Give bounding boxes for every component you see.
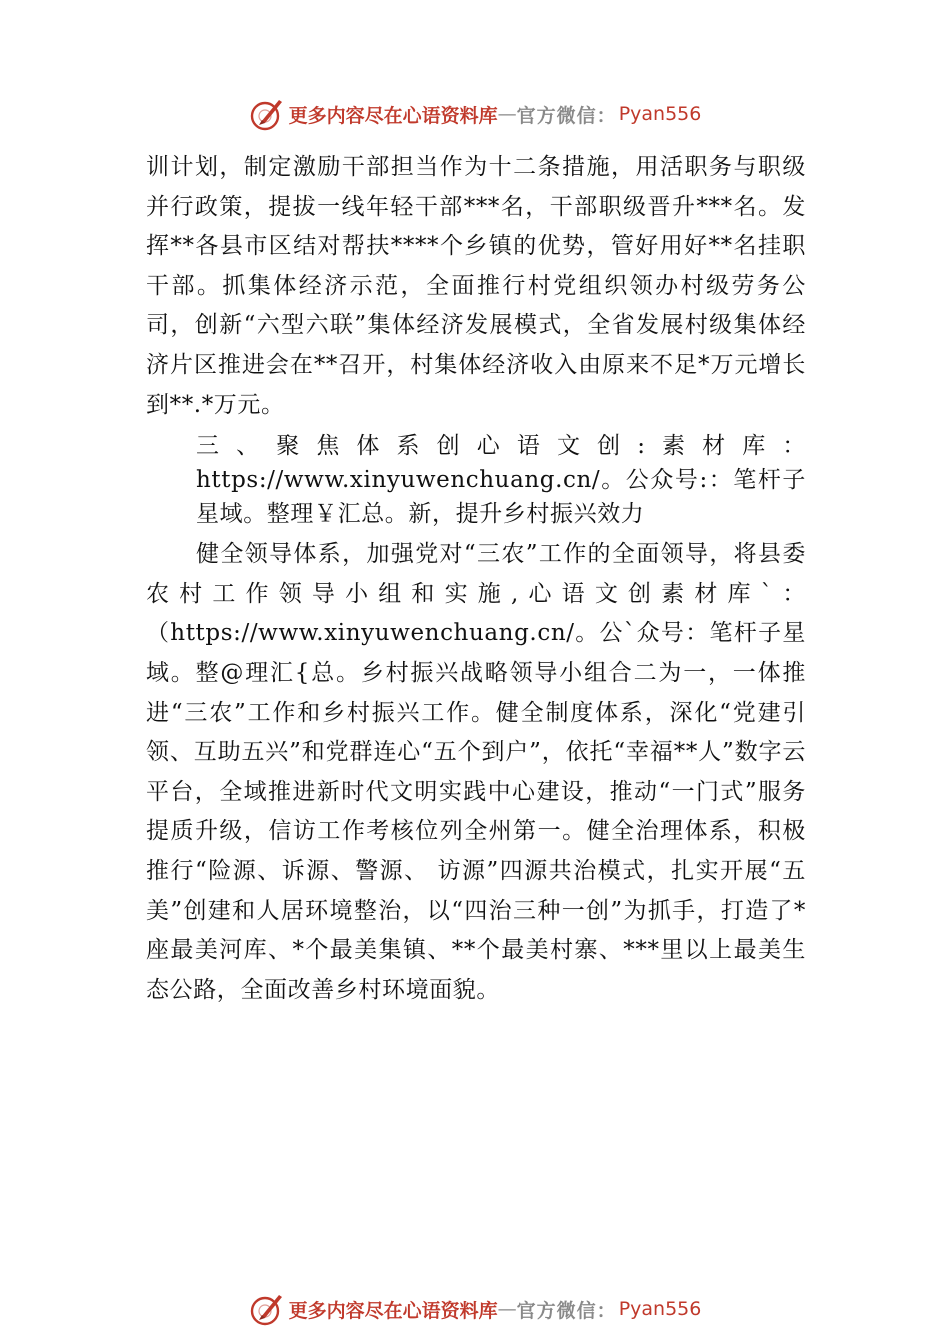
- footer-banner-dash: —: [497, 1298, 517, 1320]
- paragraph-2: 健全领导体系，加强党对“三农”工作的全面领导，将县委农村工作领导小组和实施,心语文创素材库`：（https://www.xinyuwenchuang.cn/。公`众号：笔杆子星域。整@理汇{总。乡村振兴战略领导小组合二为一，一体推进“三农”工作和乡村振兴工作。健全制度体系，深化“党建引领、互助五兴”和党群连心“五个到户”，依托“幸福**人”数字云平台，全域推进新时代文明实践中心建设，推动“一门式”服务提质升级，信访工作考核位列全州第一。健全治理体系，积极推行“险源、诉源、警源、 访源”四源共治模式，扎实开展“五美”创建和人居环境整治，以“四治三种一创”为抓手，打造了*座最美河库、*个最美集镇、**个最美村寨、***里以上最美生态公路，全面改善乡村环境面貌。: [146, 541, 806, 1003]
- banner-wechat-label: 官方微信：: [516, 104, 617, 127]
- section-heading: 三、聚焦体系创心语文创:素材库：https://www.xinyuwenchuang.cn/。公众号:：笔杆子星域。整理￥汇总。新，提升乡村振兴效力: [196, 433, 806, 528]
- document-body: [146, 148, 806, 1010]
- banner-title: 更多内容尽在心语资料库: [288, 104, 498, 127]
- footer-banner: [0, 1289, 950, 1329]
- footer-banner-title: 更多内容尽在心语资料库: [288, 1299, 498, 1322]
- banner-wechat-id: Pyan556: [618, 103, 702, 125]
- header-banner: [0, 94, 950, 134]
- quill-pen-circle-icon: [249, 96, 285, 132]
- footer-wechat-id: Pyan556: [618, 1298, 702, 1320]
- paragraph-1: 训计划，制定激励干部担当作为十二条措施，用活职务与职级并行政策，提拔一线年轻干部***名，干部职级晋升***名。发挥**各县市区结对帮扶****个乡镇的优势，管好用好**名挂职干部。抓集体经济示范，全面推行村党组织领办村级劳务公司，创新“六型六联”集体经济发展模式，全省发展村级集体经济片区推进会在**召开，村集体经济收入由原来不足*万元增长到**.*万元。: [146, 154, 806, 418]
- footer-wechat-label: 官方微信：: [516, 1299, 617, 1322]
- banner-dash: —: [497, 103, 517, 125]
- quill-pen-circle-icon: [249, 1291, 285, 1327]
